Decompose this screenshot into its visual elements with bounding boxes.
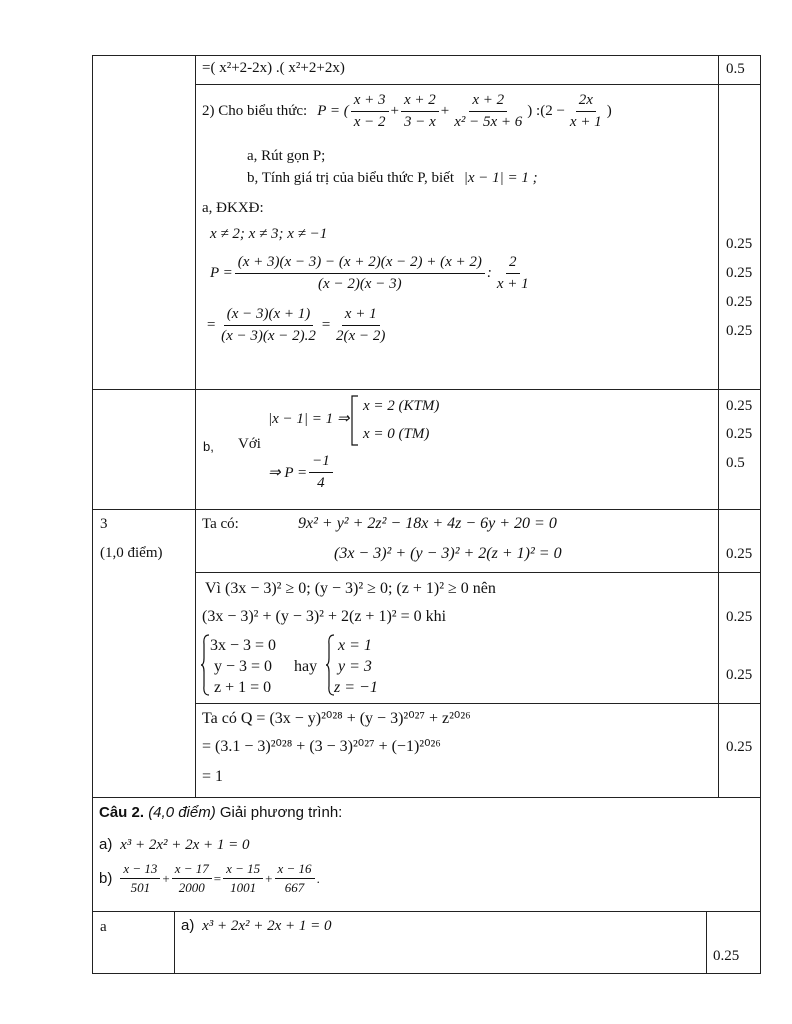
- table-border-bottom: [92, 973, 761, 974]
- part-b-label: b,: [203, 439, 214, 454]
- khi-line: (3x − 3)² + (y − 3)² + 2(z + 1)² = 0 khi: [202, 608, 447, 625]
- row1-expression: =( x²+2-2x) .( x²+2+2x): [202, 60, 345, 76]
- vi-line: Vì (3x − 3)² ≥ 0; (y − 3)² ≥ 0; (z + 1)² ≥ 0 nên: [205, 580, 496, 597]
- table-border-top: [92, 55, 761, 56]
- task-b: b, Tính giá trị của biểu thức P, biết |x − 1| = 1 ;: [247, 170, 538, 186]
- cau2-part-b: b) $\frac{x - 13}{501}$ + $\frac{x - 17}{2000}$ = $\frac{x - 15}{1001}$ + $\frac{x - 16}{667}$ .: [99, 861, 320, 896]
- fraction: $\frac{x + 3}{x - 2}$: [351, 92, 389, 130]
- score: 0.25: [726, 323, 753, 339]
- score: 0.25: [726, 546, 753, 562]
- p-result: ⇒ P = $\frac{-1}{4}$: [268, 453, 335, 491]
- last-row-label: a: [100, 919, 107, 935]
- fraction: $\frac{2}{x + 1}$: [496, 254, 529, 292]
- question-points: (1,0 điểm): [100, 545, 163, 561]
- ta-co-text: Ta có:: [202, 516, 239, 532]
- row-divider: [195, 703, 761, 704]
- hay-text: hay: [294, 658, 318, 675]
- p-step-1: P = $\frac{(x + 3)(x - 3) - (x + 2)(x - 2) + (x + 2)}{(x - 2)(x - 3)}$ : $\frac{2}{x + 1}$: [210, 254, 534, 292]
- score: 0.25: [726, 739, 753, 755]
- fraction: $\frac{(x - 3)(x + 1)}{(x - 3)(x - 2).2}$: [221, 306, 316, 344]
- case-1: x = 2 (KTM): [363, 398, 440, 414]
- col-divider-last-1: [174, 911, 175, 974]
- fraction: $\frac{x - 15}{1001}$: [223, 862, 263, 896]
- score: 0.25: [726, 667, 753, 683]
- fraction: $\frac{x + 2}{3 - x}$: [401, 92, 439, 130]
- score: 0.25: [726, 265, 753, 281]
- score: 0.25: [726, 236, 753, 252]
- system-brace-1: [200, 634, 210, 701]
- score: 0.5: [726, 61, 745, 77]
- cau2-points: (4,0 điểm): [148, 804, 216, 821]
- system-2-eq-3: z = −1: [334, 679, 378, 696]
- abs-condition: |x − 1| = 1 ⇒: [268, 411, 350, 427]
- system-1-eq-2: y − 3 = 0: [214, 658, 273, 675]
- p-step-2: = $\frac{(x - 3)(x + 1)}{(x - 3)(x - 2).2}$ = $\frac{x + 1}{2(x - 2)}$: [206, 306, 390, 344]
- intro-text: 2) Cho biểu thức:: [202, 102, 308, 119]
- row-divider: [92, 509, 761, 510]
- table-border-right: [760, 55, 761, 974]
- score: 0.5: [726, 455, 745, 471]
- dkxd-conditions: x ≠ 2; x ≠ 3; x ≠ −1: [210, 226, 328, 242]
- row-divider: [92, 389, 761, 390]
- fraction: $\frac{x - 13}{501}$: [120, 862, 160, 896]
- row-divider: [92, 911, 761, 912]
- table-border-left: [92, 55, 93, 974]
- score: 0.25: [713, 948, 740, 964]
- solution-a-label: a, ĐKXĐ:: [202, 200, 264, 216]
- col-divider-last-2: [706, 911, 707, 974]
- score: 0.25: [726, 426, 753, 442]
- q-line-2: = (3.1 − 3)²⁰²⁸ + (3 − 3)²⁰²⁷ + (−1)²⁰²⁶: [202, 738, 441, 755]
- cau2-desc: Giải phương trình:: [219, 804, 343, 821]
- last-row-expression: a) x³ + 2x² + 2x + 1 = 0: [181, 917, 332, 934]
- row-divider: [195, 84, 761, 85]
- score: 0.25: [726, 609, 753, 625]
- score: 0.25: [726, 294, 753, 310]
- question-number: 3: [100, 516, 108, 532]
- row-divider: [195, 572, 761, 573]
- q-line-3: = 1: [202, 768, 224, 785]
- fraction: $\frac{x - 16}{667}$: [275, 862, 315, 896]
- system-2-eq-1: x = 1: [338, 637, 372, 654]
- task-a: a, Rút gọn P;: [247, 148, 326, 164]
- system-1-eq-3: z + 1 = 0: [214, 679, 272, 696]
- fraction: $\frac{x - 17}{2000}$: [172, 862, 212, 896]
- cau2-part-a: a) x³ + 2x² + 2x + 1 = 0: [99, 836, 250, 853]
- fraction: $\frac{(x + 3)(x - 3) - (x + 2)(x - 2) + (x + 2)}{(x - 2)(x - 3)}$: [235, 254, 485, 292]
- fraction: $\frac{x + 1}{2(x - 2)}$: [336, 306, 386, 344]
- equation-2: (3x − 3)² + (y − 3)² + 2(z + 1)² = 0: [334, 545, 562, 562]
- system-1-eq-1: 3x − 3 = 0: [210, 637, 277, 654]
- case-2: x = 0 (TM): [363, 426, 430, 442]
- cau2-title: Câu 2.: [99, 804, 145, 821]
- col-divider-1: [195, 55, 196, 797]
- q-line-1: Ta có Q = (3x − y)²⁰²⁸ + (y − 3)²⁰²⁷ + z²⁰²⁶: [202, 710, 471, 727]
- equation-1: 9x² + y² + 2z² − 18x + 4z − 6y + 20 = 0: [298, 515, 557, 532]
- fraction: $\frac{-1}{4}$: [309, 453, 333, 491]
- fraction: $\frac{2x}{x + 1}$: [569, 92, 602, 130]
- col-divider-2: [718, 55, 719, 797]
- fraction: $\frac{x + 2}{\text{x² − 5x + 6}}$: [454, 92, 523, 130]
- system-2-eq-2: y = 3: [338, 658, 372, 675]
- row-divider: [92, 797, 761, 798]
- case-bracket: [350, 395, 360, 452]
- p-definition: 2) Cho biểu thức: P = ( $\frac{x + 3}{x - 2}$ + $\frac{x + 2}{3 - x}$ + $\frac{x + 2}{\text{x² − 5x + 6}}$ ) :(2 − $\frac{2x}{x + 1}$ ): [202, 92, 612, 130]
- cau2-heading: [99, 805, 342, 820]
- score: 0.25: [726, 398, 753, 414]
- voi-text: Với: [238, 436, 261, 452]
